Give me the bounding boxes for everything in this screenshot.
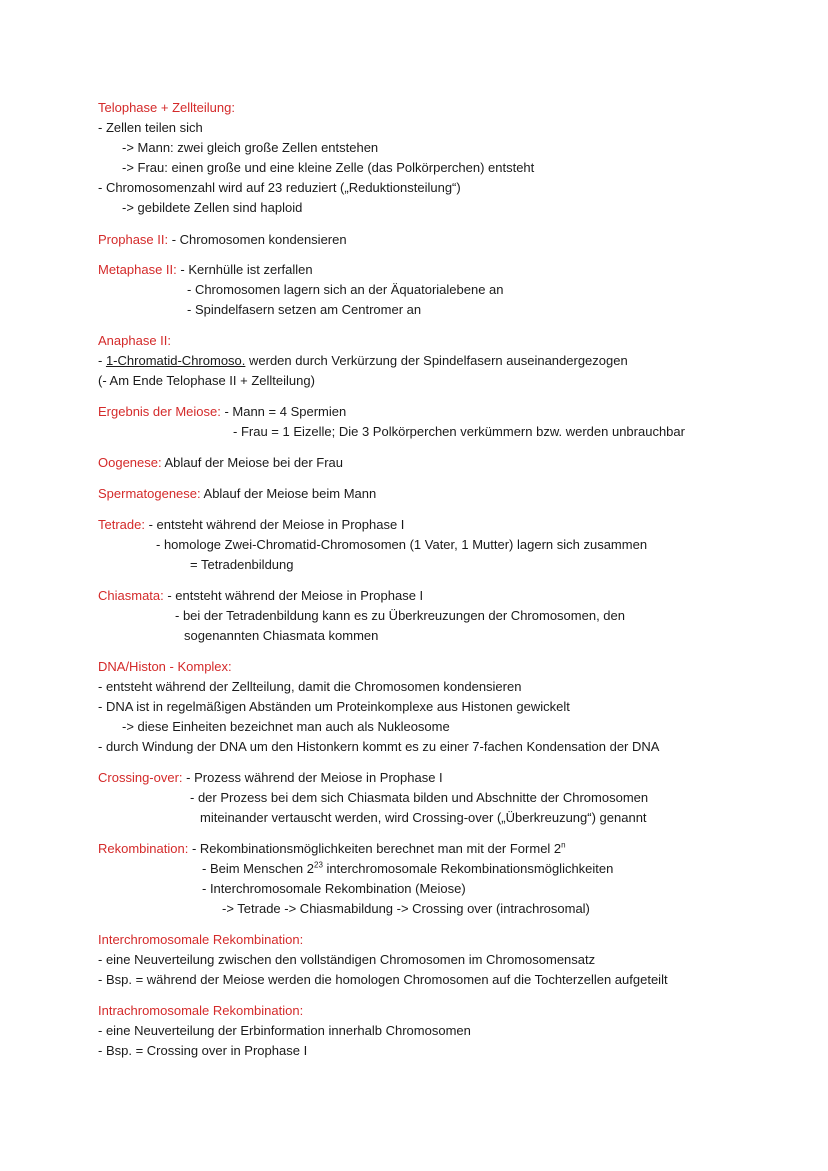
rekombination-text-2a: - Beim Menschen 2 <box>202 861 314 876</box>
rekombination-line-3: - Interchromosomale Rekombination (Meiose) <box>202 881 466 896</box>
chiasmata-line-2: - bei der Tetradenbildung kann es zu Überkreuzungen der Chromosomen, den <box>175 608 625 623</box>
prophase2-text: - Chromosomen kondensieren <box>168 232 347 247</box>
telophase-line-3: -> Frau: einen große und eine kleine Zelle (das Polkörperchen) entsteht <box>122 160 535 175</box>
tetrade-line-3: = Tetradenbildung <box>190 557 294 572</box>
ergebnis-label: Ergebnis der Meiose: <box>98 404 221 419</box>
interchromosomal-line-2: - Bsp. = während der Meiose werden die homologen Chromosomen auf die Tochterzellen aufgeteilt <box>98 972 668 987</box>
ergebnis-text-1: - Mann = 4 Spermien <box>220 404 347 419</box>
telophase-heading: Telophase + Zellteilung: <box>98 100 235 115</box>
tetrade-text-1: - entsteht während der Meiose in Prophase I <box>144 517 405 532</box>
telophase-line-1: - Zellen teilen sich <box>98 120 203 135</box>
oogenese-line <box>98 454 343 472</box>
rekombination-line-1 <box>98 840 566 858</box>
interchromosomal-line-1: - eine Neuverteilung zwischen den vollständigen Chromosomen im Chromosomensatz <box>98 952 596 967</box>
chiasmata-label: Chiasmata: <box>98 588 164 603</box>
rekombination-text-2b: interchromosomale Rekombinationsmöglichkeiten <box>322 861 614 876</box>
rekombination-formula-exponent: n <box>561 840 566 850</box>
telophase-line-2: -> Mann: zwei gleich große Zellen entstehen <box>122 140 379 155</box>
spermatogenese-text: Ablauf der Meiose beim Mann <box>200 486 377 501</box>
prophase2-line <box>98 231 347 249</box>
rekombination-text-1: - Rekombinationsmöglichkeiten berechnet man mit der Formel 2 <box>188 841 562 856</box>
ergebnis-line-1 <box>98 403 346 421</box>
spermatogenese-label: Spermatogenese: <box>98 486 201 501</box>
tetrade-label: Tetrade: <box>98 517 145 532</box>
metaphase2-text-1: - Kernhülle ist zerfallen <box>176 262 313 277</box>
rekombination-line-2 <box>202 860 613 878</box>
ergebnis-line-2: - Frau = 1 Eizelle; Die 3 Polkörperchen verkümmern bzw. werden unbrauchbar <box>233 424 685 439</box>
dna-histon-line-3: -> diese Einheiten bezeichnet man auch als Nukleosome <box>122 719 450 734</box>
intrachromosomal-heading: Intrachromosomale Rekombination: <box>98 1003 304 1018</box>
crossing-over-label: Crossing-over: <box>98 770 183 785</box>
metaphase2-line-3: - Spindelfasern setzen am Centromer an <box>187 302 422 317</box>
oogenese-text: Ablauf der Meiose bei der Frau <box>161 455 343 470</box>
anaphase2-heading: Anaphase II: <box>98 333 171 348</box>
oogenese-label: Oogenese: <box>98 455 162 470</box>
anaphase2-rest: werden durch Verkürzung der Spindelfasern auseinandergezogen <box>245 353 628 368</box>
crossing-over-text-1: - Prozess während der Meiose in Prophase I <box>182 770 443 785</box>
dna-histon-line-2: - DNA ist in regelmäßigen Abständen um Proteinkomplexe aus Histonen gewickelt <box>98 699 570 714</box>
spermatogenese-line <box>98 485 376 503</box>
prophase2-label: Prophase II: <box>98 232 169 247</box>
anaphase2-underlined-term: 1-Chromatid-Chromoso. <box>105 353 246 368</box>
rekombination-line-4: -> Tetrade -> Chiasmabildung -> Crossing over (intrachrosomal) <box>222 901 590 916</box>
anaphase2-prefix: - <box>98 353 106 368</box>
telophase-line-5: -> gebildete Zellen sind haploid <box>122 200 303 215</box>
metaphase2-line-1 <box>98 261 313 279</box>
crossing-over-line-1 <box>98 769 443 787</box>
metaphase2-label: Metaphase II: <box>98 262 177 277</box>
chiasmata-line-3: sogenannten Chiasmata kommen <box>184 628 379 643</box>
crossing-over-line-3: miteinander vertauscht werden, wird Crossing-over („Überkreuzung“) genannt <box>200 810 647 825</box>
tetrade-line-1 <box>98 516 404 534</box>
telophase-line-4: - Chromosomenzahl wird auf 23 reduziert („Reduktionsteilung“) <box>98 180 461 195</box>
chiasmata-line-1 <box>98 587 423 605</box>
intrachromosomal-line-2: - Bsp. = Crossing over in Prophase I <box>98 1043 308 1058</box>
interchromosomal-heading: Interchromosomale Rekombination: <box>98 932 304 947</box>
anaphase2-line-1 <box>98 352 628 370</box>
intrachromosomal-line-1: - eine Neuverteilung der Erbinformation innerhalb Chromosomen <box>98 1023 471 1038</box>
dna-histon-line-4: - durch Windung der DNA um den Histonkern kommt es zu einer 7-fachen Kondensation der DNA <box>98 739 660 754</box>
chiasmata-text-1: - entsteht während der Meiose in Prophase I <box>163 588 424 603</box>
rekombination-exponent-23: 23 <box>314 860 323 870</box>
dna-histon-line-1: - entsteht während der Zellteilung, damit die Chromosomen kondensieren <box>98 679 522 694</box>
metaphase2-line-2: - Chromosomen lagern sich an der Äquatorialebene an <box>187 282 504 297</box>
rekombination-label: Rekombination: <box>98 841 189 856</box>
dna-histon-heading: DNA/Histon - Komplex: <box>98 659 232 674</box>
tetrade-line-2: - homologe Zwei-Chromatid-Chromosomen (1 Vater, 1 Mutter) lagern sich zusammen <box>156 537 648 552</box>
anaphase2-line-2: (- Am Ende Telophase II + Zellteilung) <box>98 373 315 388</box>
crossing-over-line-2: - der Prozess bei dem sich Chiasmata bilden und Abschnitte der Chromosomen <box>190 790 649 805</box>
